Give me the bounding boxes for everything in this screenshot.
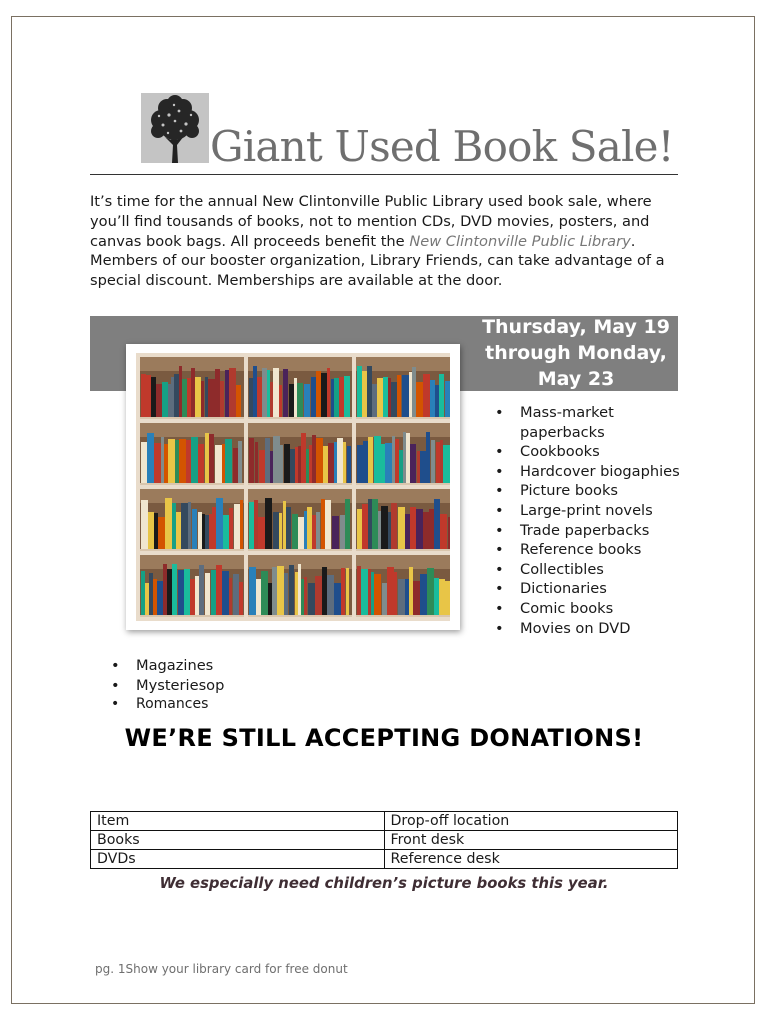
sale-dates xyxy=(462,314,690,392)
book-spine xyxy=(249,567,256,617)
book-spine xyxy=(280,445,283,485)
book-spine xyxy=(146,375,151,419)
book-spine xyxy=(435,385,439,419)
book-spine xyxy=(229,578,232,617)
book-spine xyxy=(321,499,325,551)
shelf-board xyxy=(356,549,450,551)
book-spine xyxy=(409,372,412,419)
list-item: • Movies on DVD xyxy=(492,619,682,639)
book-spine xyxy=(416,382,423,419)
book-spine xyxy=(179,439,186,485)
book-spine xyxy=(347,446,351,485)
book-spine xyxy=(265,498,272,551)
book-spine xyxy=(346,568,349,617)
book-spine xyxy=(195,377,201,419)
book-spine xyxy=(157,581,163,617)
book-spine xyxy=(301,579,304,617)
book-spine xyxy=(158,517,165,551)
book-spine xyxy=(294,378,297,419)
book-spine xyxy=(357,509,362,551)
book-spine xyxy=(258,517,265,551)
book-spine xyxy=(188,502,191,551)
list-item: • Romances xyxy=(108,695,408,715)
book-spine xyxy=(240,500,243,551)
book-spine xyxy=(382,583,387,617)
book-spine xyxy=(295,572,298,617)
table-header-row xyxy=(91,812,678,831)
book-spine xyxy=(420,451,426,485)
book-spine xyxy=(334,583,341,617)
book-spine xyxy=(445,381,450,419)
book-spine xyxy=(381,506,388,551)
bookshelf-image xyxy=(126,344,460,630)
book-spine xyxy=(431,440,435,485)
book-spine xyxy=(238,441,242,485)
book-spine xyxy=(184,569,190,617)
shelf-back-light xyxy=(248,489,352,503)
book-spine xyxy=(388,512,391,551)
book-spine xyxy=(167,569,172,617)
list-item: • Mass-market paperbacks xyxy=(492,403,682,442)
book-spine xyxy=(249,502,254,551)
shelf-back-light xyxy=(140,555,244,569)
list-item: • Dictionaries xyxy=(492,579,682,599)
table-row xyxy=(91,850,678,869)
book-spine xyxy=(290,449,295,485)
book-spine xyxy=(229,368,236,419)
shelf-board xyxy=(140,417,244,419)
book-spine xyxy=(256,579,261,617)
donation-note: We especially need children’s picture books this year. xyxy=(159,875,609,892)
book-spine xyxy=(301,433,306,485)
shelf-board xyxy=(140,483,244,485)
book-spine xyxy=(410,507,416,551)
book-spine xyxy=(202,514,205,551)
book-spine xyxy=(405,514,410,551)
book-spine xyxy=(216,498,223,551)
list-item: • Large-print novels xyxy=(492,501,682,521)
book-spine xyxy=(423,374,430,419)
book-spine xyxy=(344,376,350,419)
book-spine xyxy=(141,571,145,617)
book-spine xyxy=(328,443,334,485)
book-spine xyxy=(198,512,202,551)
shelf-board xyxy=(248,483,352,485)
book-spine xyxy=(304,384,310,419)
book-spine xyxy=(417,451,420,485)
book-spine xyxy=(394,572,397,617)
book-spine xyxy=(141,500,148,551)
book-spine xyxy=(199,565,204,617)
table-cell: Front desk xyxy=(384,831,678,850)
book-spine xyxy=(325,500,331,551)
date-line-2: through Monday, xyxy=(485,342,667,364)
book-spine xyxy=(311,377,316,419)
book-spine xyxy=(286,507,291,551)
book-spine xyxy=(215,369,220,419)
book-spine xyxy=(209,514,212,551)
book-spine xyxy=(429,509,434,551)
book-spine xyxy=(273,436,280,485)
book-spine xyxy=(436,442,440,485)
book-spine xyxy=(171,377,174,419)
book-spine xyxy=(387,567,394,617)
book-spine xyxy=(211,570,216,617)
book-spine xyxy=(172,503,176,551)
shelf-board xyxy=(140,615,244,617)
book-spine xyxy=(316,512,320,551)
book-spine xyxy=(440,440,443,485)
table-row xyxy=(91,831,678,850)
table-cell: Books xyxy=(91,831,385,850)
book-spine xyxy=(312,435,316,485)
list-item: • Reference books xyxy=(492,540,682,560)
book-spine xyxy=(395,439,399,485)
book-spine xyxy=(257,377,262,419)
book-spine xyxy=(357,566,361,617)
book-spine xyxy=(253,366,257,419)
book-spine xyxy=(312,515,316,551)
book-spine xyxy=(272,567,277,617)
book-spine xyxy=(191,437,198,485)
book-spine xyxy=(362,504,368,551)
shelf-back-light xyxy=(356,555,450,569)
book-spine xyxy=(283,369,288,419)
book-spine xyxy=(233,448,238,485)
book-spine xyxy=(181,503,188,551)
list-item: • Cookbooks xyxy=(492,442,682,462)
book-spine xyxy=(205,377,208,419)
book-spine xyxy=(304,577,307,617)
book-spine xyxy=(179,366,182,419)
book-spine xyxy=(391,503,397,551)
book-spine xyxy=(186,440,191,485)
book-spine xyxy=(402,375,409,419)
book-spine xyxy=(409,567,413,617)
table-header-cell: Item xyxy=(91,812,385,831)
book-spine xyxy=(289,565,294,617)
book-spine xyxy=(331,379,334,419)
book-spine xyxy=(343,442,346,485)
list-item: • Magazines xyxy=(108,656,408,676)
book-spine xyxy=(334,442,337,485)
shelf-board xyxy=(248,549,352,551)
book-spine xyxy=(427,568,434,617)
book-spine xyxy=(391,382,397,419)
book-spine xyxy=(362,371,367,419)
book-spine xyxy=(316,438,323,485)
book-spine xyxy=(149,573,153,617)
table-cell: Reference desk xyxy=(384,850,678,869)
book-spine xyxy=(368,437,373,485)
book-spine xyxy=(340,515,345,551)
book-spine xyxy=(273,368,279,419)
book-spine xyxy=(220,381,224,419)
list-item: • Trade paperbacks xyxy=(492,521,682,541)
book-spine xyxy=(284,444,290,485)
page-footer xyxy=(95,962,348,976)
book-spine xyxy=(339,377,344,419)
book-spine xyxy=(215,445,222,485)
book-spine xyxy=(289,384,294,419)
book-spine xyxy=(168,439,175,485)
list-item: • Comic books xyxy=(492,599,682,619)
book-spine xyxy=(323,446,328,485)
book-spine xyxy=(161,437,164,485)
book-spine xyxy=(385,443,392,485)
book-spine xyxy=(297,383,303,419)
book-spine xyxy=(261,571,268,617)
donations-heading: WE’RE STILL ACCEPTING DONATIONS! xyxy=(124,724,644,752)
book-spine xyxy=(208,379,215,419)
book-spine xyxy=(399,450,403,485)
book-spine xyxy=(225,370,229,419)
book-spine xyxy=(154,443,161,485)
book-spine xyxy=(403,432,406,485)
book-spine xyxy=(190,579,195,617)
book-spine xyxy=(363,441,368,485)
book-spine xyxy=(372,499,378,551)
book-spine xyxy=(201,381,204,419)
book-spine xyxy=(372,384,377,419)
tree-icon xyxy=(141,93,209,163)
book-spine xyxy=(345,499,350,551)
shelf-board xyxy=(248,417,352,419)
book-spine xyxy=(182,379,187,419)
book-spine xyxy=(254,500,258,551)
book-spine xyxy=(236,385,241,419)
book-spine xyxy=(423,512,429,551)
book-spine xyxy=(383,377,388,419)
book-spine xyxy=(279,385,282,419)
book-spine xyxy=(306,449,309,485)
book-spine xyxy=(440,514,447,551)
book-spine xyxy=(374,574,381,617)
book-spine xyxy=(416,509,423,551)
book-spine xyxy=(212,507,216,551)
book-spine xyxy=(341,568,345,617)
more-category-list xyxy=(108,656,408,715)
book-spine xyxy=(443,445,450,485)
book-spine xyxy=(153,579,157,617)
book-spine xyxy=(406,433,410,485)
table-cell: DVDs xyxy=(91,850,385,869)
book-spine xyxy=(233,574,239,617)
book-spine xyxy=(267,370,270,419)
book-spine xyxy=(420,574,427,617)
book-spine xyxy=(327,368,330,419)
book-spine xyxy=(392,436,395,485)
library-name: New Clintonville Public Library xyxy=(409,232,631,250)
dropoff-table xyxy=(90,811,678,869)
book-spine xyxy=(371,572,374,617)
book-spine xyxy=(332,516,339,551)
book-spine xyxy=(205,573,210,617)
book-spine xyxy=(222,444,225,485)
book-spine xyxy=(265,438,270,485)
book-spine xyxy=(298,446,301,485)
page-number: pg. 1 xyxy=(95,962,126,976)
book-spine xyxy=(223,515,229,551)
book-spine xyxy=(388,378,391,419)
book-spine xyxy=(168,384,171,419)
book-spine xyxy=(175,440,179,485)
book-spine xyxy=(368,569,371,617)
book-spine xyxy=(174,374,179,419)
book-spine xyxy=(445,581,450,617)
book-spine xyxy=(270,382,273,419)
book-spine xyxy=(308,583,315,617)
book-spine xyxy=(147,433,154,485)
book-spine xyxy=(327,575,334,617)
shelf-back-light xyxy=(140,423,244,437)
book-spine xyxy=(448,517,450,551)
book-spine xyxy=(273,512,279,551)
book-spine xyxy=(309,445,312,485)
book-spine xyxy=(249,378,253,419)
book-spine xyxy=(176,512,181,551)
book-spine xyxy=(234,504,240,551)
book-spine xyxy=(262,368,267,419)
book-category-list xyxy=(492,403,682,638)
book-spine xyxy=(178,570,184,617)
book-spine xyxy=(378,511,381,551)
book-spine xyxy=(298,564,301,617)
book-spine xyxy=(412,367,416,419)
list-item: • Mysteriesop xyxy=(108,676,408,696)
book-spine xyxy=(439,374,444,419)
book-spine xyxy=(357,445,363,485)
book-spine xyxy=(145,583,149,617)
book-spine xyxy=(270,451,273,485)
book-spine xyxy=(368,499,372,551)
book-spine xyxy=(334,378,339,419)
book-spine xyxy=(430,380,435,419)
footer-text: Show your library card for free donut xyxy=(125,962,348,976)
book-spine xyxy=(195,576,199,617)
book-spine xyxy=(164,444,168,485)
book-spine xyxy=(381,444,385,485)
book-spine xyxy=(316,371,321,419)
shelf-back-light xyxy=(140,489,244,503)
page-title: Giant Used Book Sale! xyxy=(210,122,674,171)
date-line-1: Thursday, May 19 xyxy=(482,316,670,338)
intro-paragraph xyxy=(90,192,682,291)
book-spine xyxy=(397,375,401,419)
book-spine xyxy=(154,513,158,551)
book-spine xyxy=(304,511,307,551)
shelf-board xyxy=(248,615,352,617)
book-spine xyxy=(337,438,343,485)
book-spine xyxy=(163,564,167,617)
book-spine xyxy=(187,378,191,419)
book-spine xyxy=(374,436,381,485)
book-spine xyxy=(367,366,372,419)
shelf-board xyxy=(356,483,450,485)
book-spine xyxy=(315,576,322,617)
book-spine xyxy=(225,439,232,485)
book-spine xyxy=(405,579,409,617)
book-spine xyxy=(307,507,312,551)
bookshelf-photo xyxy=(136,353,450,621)
book-spine xyxy=(413,581,420,617)
book-spine xyxy=(239,582,243,617)
book-spine xyxy=(283,501,286,551)
book-spine xyxy=(298,517,304,551)
book-spine xyxy=(295,447,298,485)
book-spine xyxy=(198,444,204,485)
book-spine xyxy=(229,508,233,551)
list-item: • Picture books xyxy=(492,481,682,501)
book-spine xyxy=(151,377,156,419)
book-spine xyxy=(156,384,162,419)
book-spine xyxy=(192,509,197,551)
table-header-cell: Drop-off location xyxy=(384,812,678,831)
list-item: • Hardcover biogaphies xyxy=(492,462,682,482)
book-spine xyxy=(216,565,222,617)
book-spine xyxy=(191,368,195,419)
book-spine xyxy=(284,573,288,617)
book-spine xyxy=(165,498,172,551)
book-spine xyxy=(209,434,214,485)
book-spine xyxy=(426,432,430,485)
book-spine xyxy=(259,450,265,485)
book-spine xyxy=(321,373,327,419)
book-spine xyxy=(205,515,209,551)
book-spine xyxy=(434,578,439,617)
title-rule xyxy=(90,174,678,175)
shelf-board xyxy=(356,615,450,617)
book-spine xyxy=(141,374,146,419)
book-spine xyxy=(322,567,327,617)
book-spine xyxy=(148,512,154,551)
book-spine xyxy=(292,514,298,551)
shelf-board xyxy=(140,549,244,551)
book-spine xyxy=(398,507,405,551)
book-spine xyxy=(434,499,440,551)
book-spine xyxy=(268,583,272,617)
book-spine xyxy=(410,444,416,485)
book-spine xyxy=(357,366,362,419)
book-spine xyxy=(162,382,168,419)
intro-text-start: It’s time for the annual New Clintonville Public Library used book sale, where you’ll find tousands of books, not to mention CDs, DVD movies, posters, and canvas book bags. All proceeds benefit the xyxy=(90,193,652,250)
book-spine xyxy=(249,438,254,485)
book-spine xyxy=(222,571,229,617)
book-spine xyxy=(361,569,368,617)
list-item: • Collectibles xyxy=(492,560,682,580)
book-spine xyxy=(205,433,209,485)
book-spine xyxy=(172,564,177,617)
book-spine xyxy=(439,579,445,617)
book-spine xyxy=(141,442,147,485)
book-spine xyxy=(377,378,383,419)
intro-text-end: . Members of our booster organization, Library Friends, can take advantage of a special discount. Memberships are available at the door. xyxy=(90,232,665,290)
date-line-3: May 23 xyxy=(537,368,615,390)
book-spine xyxy=(279,513,282,551)
shelf-board xyxy=(356,417,450,419)
shelf-back-light xyxy=(248,423,352,437)
book-spine xyxy=(277,566,284,617)
book-spine xyxy=(255,442,258,485)
book-spine xyxy=(398,579,405,617)
